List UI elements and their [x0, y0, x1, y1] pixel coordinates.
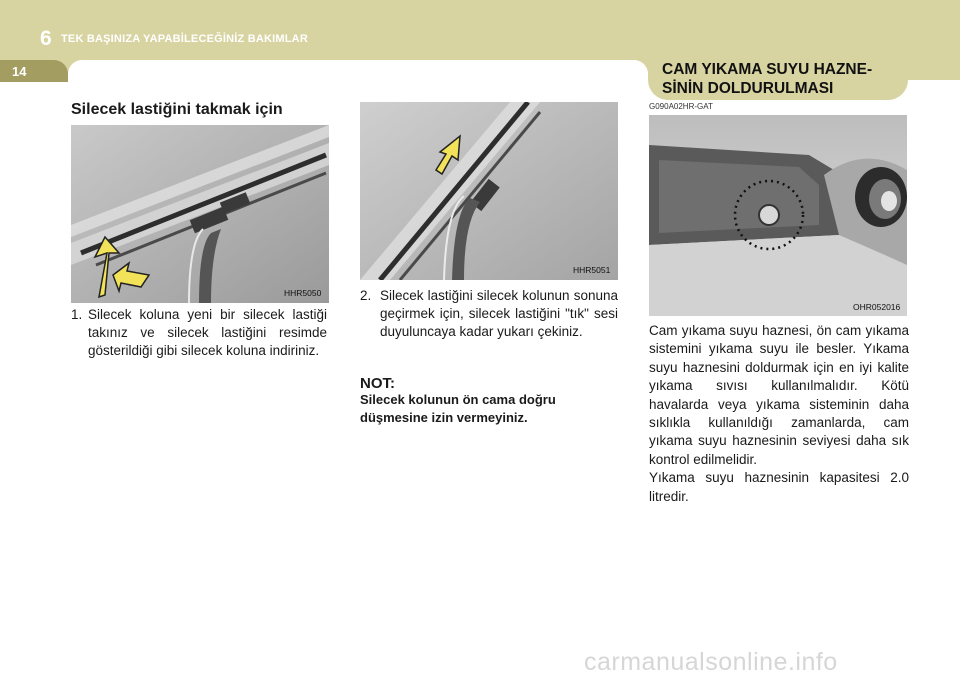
photo-label-ohr052016: OHR052016 [853, 302, 901, 312]
step-1 [71, 306, 327, 360]
chapter-title: TEK BAŞINIZA YAPABİLECEĞİNİZ BAKIMLAR [61, 33, 308, 45]
step-2 [360, 287, 618, 341]
step-1-number: 1. [71, 307, 83, 322]
header-divider [68, 60, 648, 82]
section-title-line-2: SİNİN DOLDURULMASI [662, 80, 834, 97]
section-title [662, 60, 902, 98]
body-paragraph-2: Yıkama suyu haznesinin kapasitesi 2.0 litredir. [649, 470, 909, 504]
section-code: G090A02HR-GAT [649, 102, 713, 111]
chapter-number: 6 [40, 27, 52, 50]
note-text: Silecek kolunun ön cama doğru düşmesine izin vermeyiniz. [360, 392, 556, 425]
washer-reservoir-body [649, 322, 909, 506]
note-heading: NOT: [360, 375, 395, 392]
wiper-blade-install-heading: Silecek lastiğini takmak için [71, 101, 283, 118]
step-2-text: Silecek lastiğini silecek kolunun sonuna geçirmek için, silecek lastiğini "tık" sesi duyuluncaya kadar yukarı çekiniz. [380, 288, 618, 339]
site-watermark: carmanualsonline.info [584, 648, 838, 676]
photo-label-hhr5050: HHR5050 [284, 288, 322, 298]
page-number: 14 [12, 64, 27, 79]
section-title-line-1: CAM YIKAMA SUYU HAZNE- [662, 61, 873, 78]
step-2-number: 2. [360, 288, 372, 303]
body-paragraph-1: Cam yıkama suyu haznesi, ön cam yıkama sistemini yıkama suyu ile besler. Yıkama suyu haznesini doldurmak için en iyi kalite yıkama sıvısı kullanılmalıdır. Kötü havalarda veya yıkama sisteminin daha sıklıkla kullanıldığı zamanlarda, cam yıkama suyu haznesinin seviyesi daha sık kontrol edilmelidir. [649, 323, 909, 467]
page-number-tab [0, 60, 68, 82]
step-1-text: Silecek koluna yeni bir silecek lastiği takınız ve silecek lastiğini resimde gösterildiği gibi silecek koluna indiriniz. [88, 307, 327, 358]
wiper-blade-photo-2 [360, 102, 618, 280]
washer-reservoir-photo [649, 115, 907, 316]
photo-label-hhr5051: HHR5051 [573, 265, 611, 275]
wiper-blade-photo-1 [71, 125, 329, 303]
